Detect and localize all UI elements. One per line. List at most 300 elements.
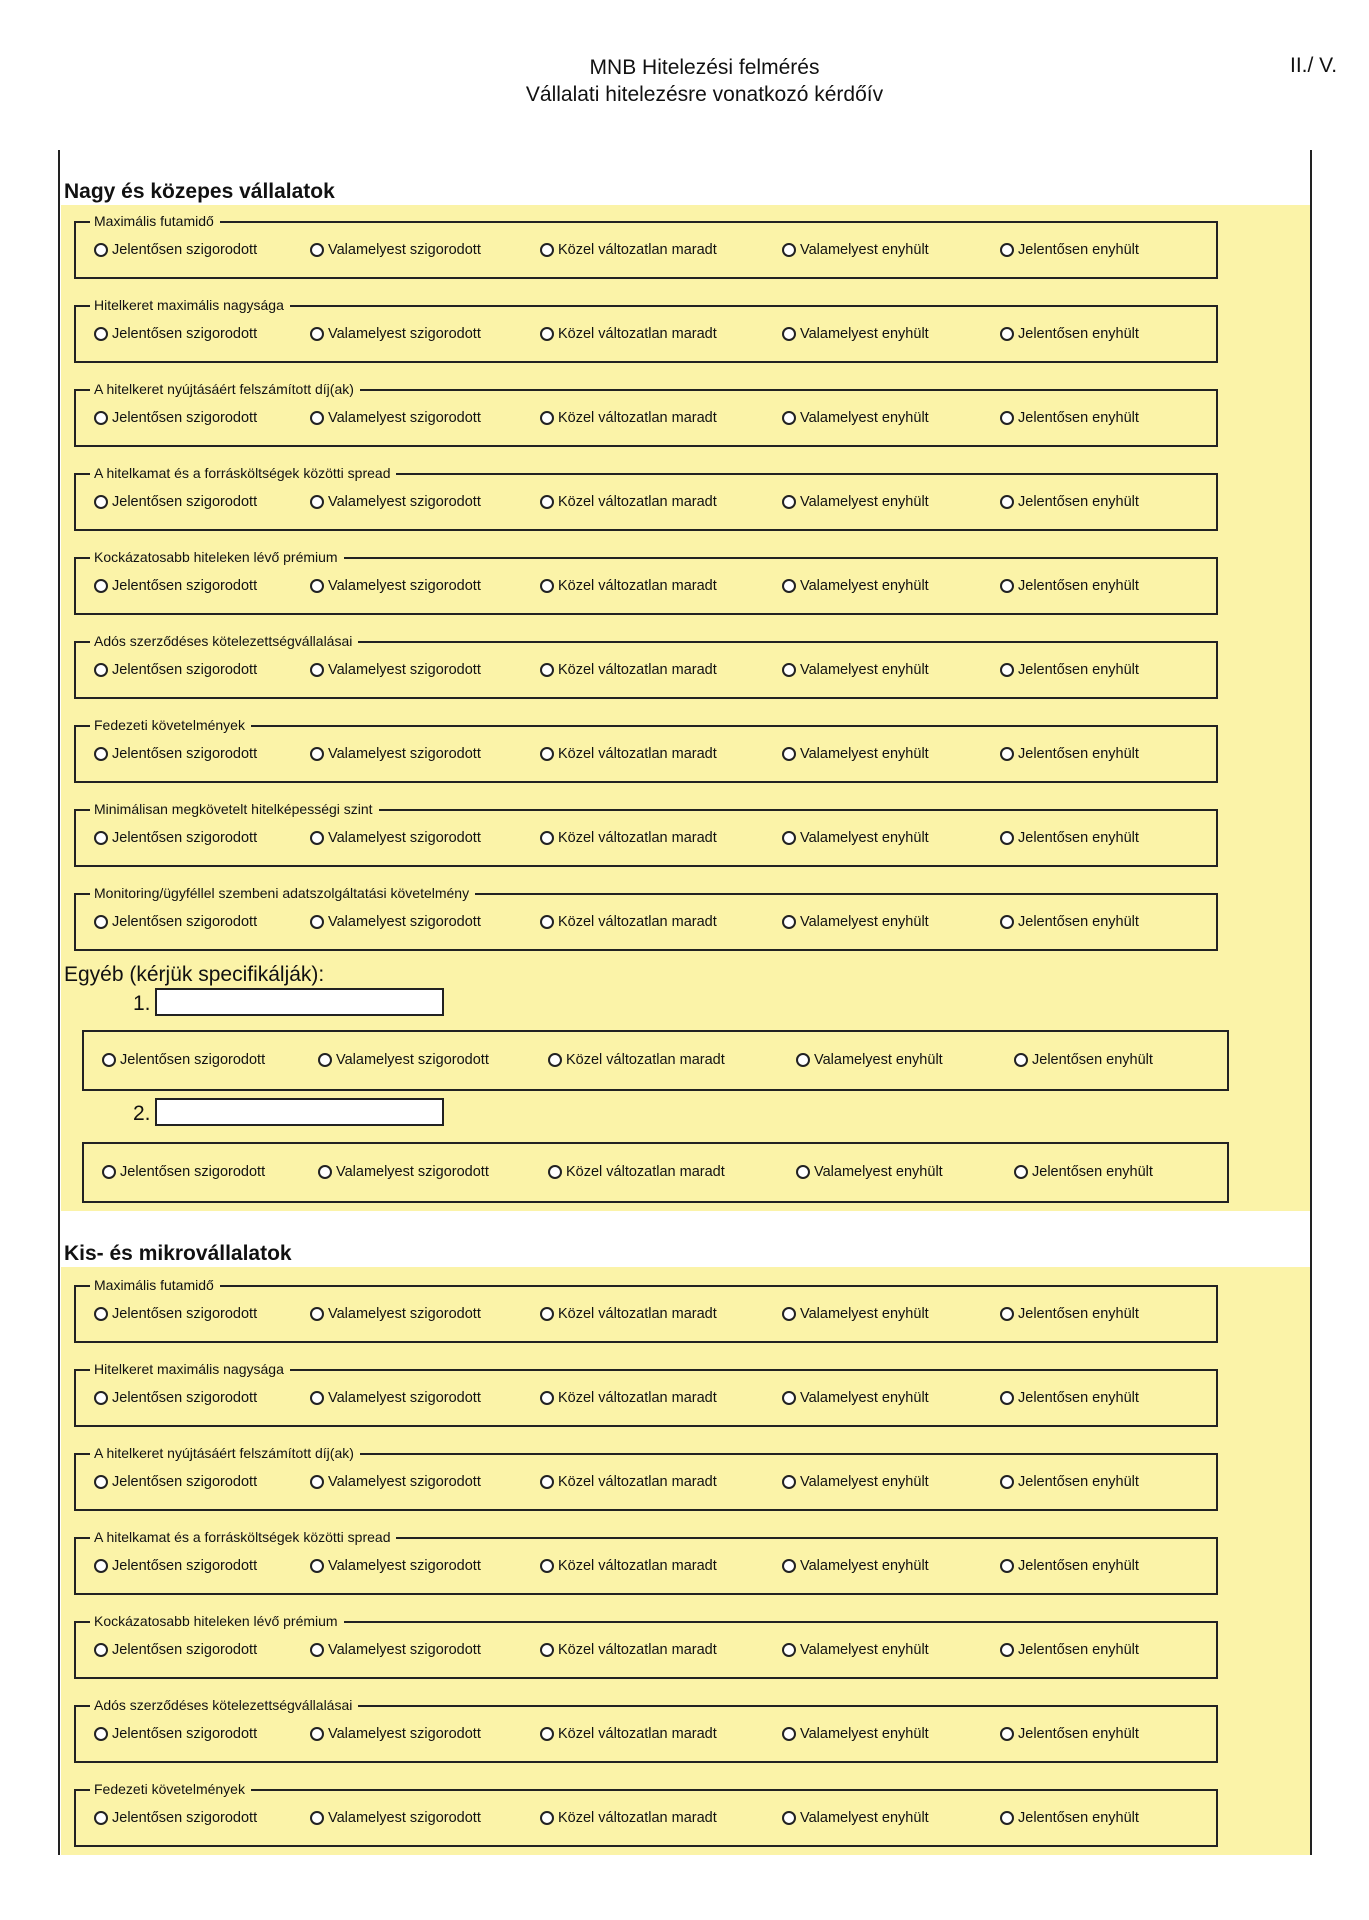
criterion-option-2[interactable] [310,1642,481,1658]
criterion-option-1[interactable] [94,326,257,342]
radio-button-icon[interactable] [1000,495,1014,509]
radio-button-icon[interactable] [782,1475,796,1489]
criterion-option-4[interactable] [782,410,929,426]
option-label: Közel változatlan maradt [558,1726,717,1742]
criterion-option-3[interactable] [540,494,717,510]
option-label: Valamelyest enyhült [800,1306,929,1322]
other-criterion-option-2[interactable] [318,1052,489,1068]
radio-button-icon[interactable] [310,831,324,845]
criterion-group [74,549,1218,615]
criterion-option-2[interactable] [310,494,481,510]
criterion-option-5[interactable] [1000,410,1139,426]
option-label: Közel változatlan maradt [558,410,717,426]
criterion-option-2[interactable] [310,1726,481,1742]
other-number-1: 1. [133,992,151,1015]
radio-button-icon[interactable] [782,411,796,425]
option-label: Jelentősen szigorodott [112,830,258,846]
criterion-option-4[interactable] [782,242,929,258]
option-label: Közel változatlan maradt [566,1164,725,1180]
criterion-option-3[interactable] [540,578,717,594]
radio-button-icon[interactable] [1000,243,1014,257]
radio-button-icon[interactable] [310,663,324,677]
option-label: Jelentősen szigorodott [112,746,258,762]
option-label: Valamelyest enyhült [800,242,929,258]
radio-button-icon[interactable] [1000,327,1014,341]
radio-button-icon[interactable] [94,1727,108,1741]
criterion-option-5[interactable] [1000,1306,1139,1322]
criterion-option-1[interactable] [94,746,257,762]
criterion-option-4[interactable] [782,1642,929,1658]
criterion-group [74,801,1218,867]
other-criterion-option-1[interactable] [102,1052,265,1068]
option-label: Közel változatlan maradt [558,494,717,510]
criterion-option-5[interactable] [1000,242,1139,258]
criterion-option-3[interactable] [540,1390,717,1406]
option-label: Jelentősen enyhült [1018,1474,1139,1490]
radio-button-icon[interactable] [310,1559,324,1573]
criterion-option-3[interactable] [540,242,717,258]
other-criterion-option-4[interactable] [796,1052,943,1068]
option-label: Közel változatlan maradt [558,1558,717,1574]
radio-button-icon[interactable] [102,1165,116,1179]
criterion-option-5[interactable] [1000,326,1139,342]
option-label: Jelentősen enyhült [1018,1558,1139,1574]
option-label: Jelentősen enyhült [1018,1726,1139,1742]
criterion-option-1[interactable] [94,1726,257,1742]
criterion-group [74,1277,1218,1343]
radio-button-icon[interactable] [540,1475,554,1489]
criterion-option-4[interactable] [782,578,929,594]
criterion-group [74,1613,1218,1679]
radio-button-icon[interactable] [782,495,796,509]
radio-button-icon[interactable] [310,411,324,425]
radio-button-icon[interactable] [310,495,324,509]
option-label: Jelentősen szigorodott [112,1474,258,1490]
criterion-option-4[interactable] [782,1474,929,1490]
criterion-option-5[interactable] [1000,1810,1139,1826]
criterion-option-4[interactable] [782,662,929,678]
option-label: Valamelyest enyhült [800,1810,929,1826]
criterion-option-2[interactable] [310,662,481,678]
header-title: MNB Hitelezési felmérés [589,56,820,79]
option-label: Jelentősen szigorodott [112,1306,258,1322]
radio-button-icon[interactable] [540,747,554,761]
criterion-group [74,1697,1218,1763]
other-criterion-option-4[interactable] [796,1164,943,1180]
right-border-line [1310,150,1312,1855]
criterion-label: Kockázatosabb hiteleken lévő prémium [90,548,344,566]
criterion-option-4[interactable] [782,1810,929,1826]
other-criterion-option-5[interactable] [1014,1164,1153,1180]
criterion-option-1[interactable] [94,1306,257,1322]
radio-button-icon[interactable] [310,1643,324,1657]
radio-button-icon[interactable] [782,747,796,761]
option-label: Valamelyest enyhült [800,1726,929,1742]
criterion-option-2[interactable] [310,410,481,426]
criterion-label: A hitelkeret nyújtásáért felszámított díj(ak) [90,1444,360,1462]
criterion-option-3[interactable] [540,410,717,426]
option-label: Valamelyest enyhült [814,1052,943,1068]
criterion-group [74,1781,1218,1847]
radio-button-icon[interactable] [782,1727,796,1741]
document-header [0,54,1369,108]
radio-button-icon[interactable] [540,1811,554,1825]
radio-button-icon[interactable] [796,1165,810,1179]
criterion-label: Hitelkeret maximális nagysága [90,1360,290,1378]
criterion-option-3[interactable] [540,1558,717,1574]
radio-button-icon[interactable] [540,1643,554,1657]
criterion-option-1[interactable] [94,1810,257,1826]
criterion-option-1[interactable] [94,1390,257,1406]
radio-button-icon[interactable] [782,1811,796,1825]
section-title-small: Kis- és mikrovállalatok [64,1242,292,1265]
option-label: Jelentősen szigorodott [120,1052,266,1068]
radio-button-icon[interactable] [782,663,796,677]
radio-button-icon[interactable] [310,1307,324,1321]
radio-button-icon[interactable] [540,579,554,593]
radio-button-icon[interactable] [540,915,554,929]
section-title-large: Nagy és közepes vállalatok [64,180,335,203]
criterion-label: Fedezeti követelmények [90,1780,251,1798]
radio-button-icon[interactable] [94,1475,108,1489]
option-label: Valamelyest enyhült [800,746,929,762]
other-criterion-group-2 [82,1142,1229,1203]
option-label: Jelentősen enyhült [1018,1810,1139,1826]
option-label: Valamelyest enyhült [800,830,929,846]
criterion-option-5[interactable] [1000,494,1139,510]
option-label: Jelentősen szigorodott [112,1726,258,1742]
option-label: Valamelyest szigorodott [328,1558,481,1574]
left-border-line [58,150,60,1855]
radio-button-icon[interactable] [796,1053,810,1067]
criterion-option-3[interactable] [540,746,717,762]
option-label: Valamelyest enyhült [800,1390,929,1406]
criterion-option-2[interactable] [310,1810,481,1826]
option-label: Valamelyest szigorodott [336,1164,489,1180]
radio-button-icon[interactable] [540,495,554,509]
radio-button-icon[interactable] [540,1559,554,1573]
other-input-2[interactable] [155,1098,444,1126]
criterion-label: A hitelkamat és a forrásköltségek közötti spread [90,464,396,482]
radio-button-icon[interactable] [540,1391,554,1405]
radio-button-icon[interactable] [310,243,324,257]
radio-button-icon[interactable] [94,1559,108,1573]
radio-button-icon[interactable] [540,243,554,257]
criterion-option-4[interactable] [782,326,929,342]
radio-button-icon[interactable] [1000,1307,1014,1321]
option-label: Valamelyest szigorodott [328,830,481,846]
option-label: Jelentősen szigorodott [120,1164,266,1180]
criterion-option-2[interactable] [310,1306,481,1322]
option-label: Valamelyest enyhült [800,914,929,930]
other-number-2: 2. [133,1102,151,1125]
criterion-option-3[interactable] [540,914,717,930]
option-label: Valamelyest enyhült [814,1164,943,1180]
radio-button-icon[interactable] [1000,411,1014,425]
criterion-option-2[interactable] [310,830,481,846]
criterion-label: Maximális futamidő [90,212,220,230]
criterion-label: Monitoring/ügyféllel szembeni adatszolgáltatási követelmény [90,884,475,902]
option-label: Valamelyest szigorodott [328,1390,481,1406]
option-label: Jelentősen szigorodott [112,578,258,594]
option-label: Valamelyest szigorodott [328,578,481,594]
option-label: Jelentősen enyhült [1018,578,1139,594]
option-label: Jelentősen enyhült [1018,1390,1139,1406]
radio-button-icon[interactable] [782,1307,796,1321]
radio-button-icon[interactable] [94,243,108,257]
option-label: Jelentősen szigorodott [112,914,258,930]
criterion-option-4[interactable] [782,1390,929,1406]
criterion-group [74,885,1218,951]
criterion-option-5[interactable] [1000,1642,1139,1658]
criterion-option-1[interactable] [94,578,257,594]
criterion-option-4[interactable] [782,830,929,846]
radio-button-icon[interactable] [310,915,324,929]
radio-button-icon[interactable] [548,1165,562,1179]
option-label: Jelentősen enyhült [1018,1642,1139,1658]
radio-button-icon[interactable] [1000,1727,1014,1741]
radio-button-icon[interactable] [310,1811,324,1825]
criterion-option-2[interactable] [310,242,481,258]
option-label: Közel változatlan maradt [558,1390,717,1406]
option-label: Jelentősen enyhült [1032,1164,1153,1180]
other-criterion-option-1[interactable] [102,1164,265,1180]
radio-button-icon[interactable] [782,915,796,929]
radio-button-icon[interactable] [548,1053,562,1067]
criterion-option-1[interactable] [94,662,257,678]
radio-button-icon[interactable] [94,327,108,341]
option-label: Közel változatlan maradt [558,746,717,762]
option-label: Jelentősen szigorodott [112,494,258,510]
option-label: Valamelyest enyhült [800,1558,929,1574]
criterion-option-4[interactable] [782,914,929,930]
radio-button-icon[interactable] [94,1811,108,1825]
radio-button-icon[interactable] [540,411,554,425]
criterion-option-5[interactable] [1000,1474,1139,1490]
criterion-option-5[interactable] [1000,662,1139,678]
radio-button-icon[interactable] [94,1307,108,1321]
option-label: Valamelyest enyhült [800,662,929,678]
criterion-label: Adós szerződéses kötelezettségvállalásai [90,632,358,650]
criterion-label: Minimálisan megkövetelt hitelképességi szint [90,800,379,818]
radio-button-icon[interactable] [94,1391,108,1405]
option-label: Jelentősen enyhült [1018,662,1139,678]
criterion-option-3[interactable] [540,830,717,846]
criterion-group [74,213,1218,279]
option-label: Valamelyest enyhült [800,578,929,594]
criterion-option-3[interactable] [540,662,717,678]
criterion-option-1[interactable] [94,1558,257,1574]
radio-button-icon[interactable] [1000,1391,1014,1405]
radio-button-icon[interactable] [782,243,796,257]
criterion-option-5[interactable] [1000,746,1139,762]
option-label: Valamelyest szigorodott [328,1306,481,1322]
radio-button-icon[interactable] [94,663,108,677]
criterion-label: A hitelkamat és a forrásköltségek közötti spread [90,1528,396,1546]
radio-button-icon[interactable] [782,1643,796,1657]
option-label: Közel változatlan maradt [558,1810,717,1826]
radio-button-icon[interactable] [102,1053,116,1067]
criterion-option-2[interactable] [310,578,481,594]
radio-button-icon[interactable] [310,1391,324,1405]
radio-button-icon[interactable] [94,579,108,593]
option-label: Valamelyest enyhült [800,326,929,342]
criterion-option-1[interactable] [94,242,257,258]
criterion-option-3[interactable] [540,1642,717,1658]
criterion-label: Fedezeti követelmények [90,716,251,734]
radio-button-icon[interactable] [1000,915,1014,929]
option-label: Közel változatlan maradt [558,242,717,258]
option-label: Közel változatlan maradt [558,326,717,342]
radio-button-icon[interactable] [540,831,554,845]
criterion-option-2[interactable] [310,1558,481,1574]
radio-button-icon[interactable] [782,579,796,593]
criterion-option-4[interactable] [782,1726,929,1742]
radio-button-icon[interactable] [94,411,108,425]
criterion-option-4[interactable] [782,1558,929,1574]
radio-button-icon[interactable] [94,915,108,929]
criterion-option-1[interactable] [94,410,257,426]
radio-button-icon[interactable] [310,747,324,761]
radio-button-icon[interactable] [540,1727,554,1741]
radio-button-icon[interactable] [94,495,108,509]
option-label: Jelentősen enyhült [1018,914,1139,930]
criterion-option-1[interactable] [94,830,257,846]
criterion-group [74,297,1218,363]
criterion-group [74,717,1218,783]
radio-button-icon[interactable] [1000,663,1014,677]
radio-button-icon[interactable] [540,1307,554,1321]
criterion-label: Kockázatosabb hiteleken lévő prémium [90,1612,344,1630]
option-label: Közel változatlan maradt [558,578,717,594]
radio-button-icon[interactable] [1014,1053,1028,1067]
option-label: Jelentősen szigorodott [112,662,258,678]
criterion-option-5[interactable] [1000,914,1139,930]
other-criterion-option-2[interactable] [318,1164,489,1180]
option-label: Közel változatlan maradt [558,1306,717,1322]
criterion-group [74,1361,1218,1427]
radio-button-icon[interactable] [310,1475,324,1489]
criterion-option-3[interactable] [540,326,717,342]
criterion-label: A hitelkeret nyújtásáért felszámított díj(ak) [90,380,360,398]
option-label: Valamelyest enyhült [800,494,929,510]
criterion-option-5[interactable] [1000,1726,1139,1742]
option-label: Valamelyest szigorodott [336,1052,489,1068]
header-subtitle: Vállalati hitelezésre vonatkozó kérdőív [525,83,884,106]
criterion-group [74,1445,1218,1511]
criterion-option-5[interactable] [1000,1390,1139,1406]
option-label: Közel változatlan maradt [558,1642,717,1658]
option-label: Valamelyest enyhült [800,1474,929,1490]
option-label: Jelentősen enyhült [1018,746,1139,762]
radio-button-icon[interactable] [782,1391,796,1405]
radio-button-icon[interactable] [1000,747,1014,761]
criterion-option-2[interactable] [310,914,481,930]
option-label: Jelentősen szigorodott [112,326,258,342]
option-label: Jelentősen szigorodott [112,1642,258,1658]
option-label: Jelentősen szigorodott [112,1390,258,1406]
criterion-option-2[interactable] [310,746,481,762]
radio-button-icon[interactable] [318,1165,332,1179]
radio-button-icon[interactable] [540,327,554,341]
option-label: Közel változatlan maradt [558,830,717,846]
radio-button-icon[interactable] [1000,1559,1014,1573]
criterion-option-3[interactable] [540,1726,717,1742]
radio-button-icon[interactable] [1000,831,1014,845]
radio-button-icon[interactable] [1000,1643,1014,1657]
criterion-option-3[interactable] [540,1474,717,1490]
other-criterion-option-3[interactable] [548,1164,725,1180]
criterion-label: Adós szerződéses kötelezettségvállalásai [90,1696,358,1714]
other-criterion-option-3[interactable] [548,1052,725,1068]
criterion-option-4[interactable] [782,746,929,762]
radio-button-icon[interactable] [94,747,108,761]
option-label: Valamelyest szigorodott [328,1726,481,1742]
other-criterion-option-5[interactable] [1014,1052,1153,1068]
option-label: Jelentősen enyhült [1018,326,1139,342]
option-label: Valamelyest szigorodott [328,914,481,930]
option-label: Valamelyest enyhült [800,410,929,426]
criterion-option-4[interactable] [782,494,929,510]
option-label: Valamelyest szigorodott [328,746,481,762]
other-input-1[interactable] [155,988,444,1016]
criterion-option-2[interactable] [310,1390,481,1406]
option-label: Valamelyest szigorodott [328,410,481,426]
other-criterion-group-1 [82,1030,1229,1091]
criterion-option-1[interactable] [94,1474,257,1490]
radio-button-icon[interactable] [1014,1165,1028,1179]
radio-button-icon[interactable] [94,1643,108,1657]
option-label: Közel változatlan maradt [558,662,717,678]
option-label: Jelentősen enyhült [1018,1306,1139,1322]
criterion-label: Maximális futamidő [90,1276,220,1294]
criterion-option-1[interactable] [94,494,257,510]
criterion-option-1[interactable] [94,1642,257,1658]
radio-button-icon[interactable] [1000,1475,1014,1489]
radio-button-icon[interactable] [782,1559,796,1573]
criterion-option-2[interactable] [310,1474,481,1490]
radio-button-icon[interactable] [540,663,554,677]
criterion-option-5[interactable] [1000,1558,1139,1574]
criterion-option-1[interactable] [94,914,257,930]
criterion-group [74,465,1218,531]
criterion-option-3[interactable] [540,1306,717,1322]
criterion-group [74,633,1218,699]
criterion-option-4[interactable] [782,1306,929,1322]
option-label: Jelentősen szigorodott [112,410,258,426]
radio-button-icon[interactable] [1000,579,1014,593]
radio-button-icon[interactable] [310,579,324,593]
criterion-option-5[interactable] [1000,578,1139,594]
radio-button-icon[interactable] [310,1727,324,1741]
radio-button-icon[interactable] [782,831,796,845]
option-label: Valamelyest szigorodott [328,326,481,342]
radio-button-icon[interactable] [94,831,108,845]
criterion-option-2[interactable] [310,326,481,342]
option-label: Jelentősen enyhült [1032,1052,1153,1068]
criterion-option-3[interactable] [540,1810,717,1826]
radio-button-icon[interactable] [1000,1811,1014,1825]
radio-button-icon[interactable] [310,327,324,341]
radio-button-icon[interactable] [318,1053,332,1067]
criterion-option-5[interactable] [1000,830,1139,846]
option-label: Közel változatlan maradt [566,1052,725,1068]
option-label: Jelentősen enyhült [1018,410,1139,426]
radio-button-icon[interactable] [782,327,796,341]
option-label: Valamelyest szigorodott [328,1474,481,1490]
option-label: Valamelyest szigorodott [328,1642,481,1658]
option-label: Jelentősen enyhült [1018,830,1139,846]
